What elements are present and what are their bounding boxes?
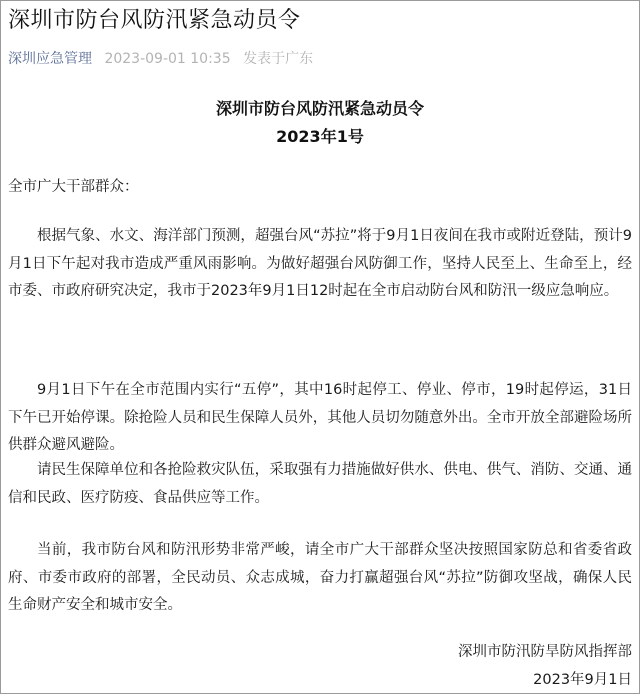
issuing-authority: 深圳市防汛防旱防风指挥部 (458, 644, 632, 660)
article-meta (8, 49, 313, 69)
publish-datetime: 2023-09-01 10:35 (104, 51, 231, 67)
paragraph-1: 根据气象、水文、海洋部门预测，超强台风“苏拉”将于9月1日夜间在我市或附近登陆，预计9月1日下午起对我市造成严重风雨影响。为做好超强台风防御工作，坚持人民至上、生命至上，经市委、市政府研究决定，我市于2023年9月1日12时起在全市启动防台风和防汛一级应急响应。 (8, 228, 632, 299)
issue-date: 2023年9月1日 (533, 672, 632, 688)
publish-location: 发表于广东 (243, 51, 314, 67)
paragraph-2: 9月1日下午在全市范围内实行“五停”，其中16时起停工、停业、停市，19时起停运，31日下午已开始停课。除抢险人员和民生保障人员外，其他人员切勿随意外出。全市开放全部避险场所供群众避风避险。 (8, 382, 632, 453)
account-name-link[interactable]: 深圳应急管理 (8, 51, 92, 67)
document-number: 2023年1号 (276, 127, 364, 146)
paragraph-3: 请民生保障单位和各抢险救灾队伍，采取强有力措施做好供水、供电、供气、消防、交通、通信和民政、医疗防疫、食品供应等工作。 (8, 462, 632, 506)
article-title: 深圳市防台风防汛紧急动员令 (8, 8, 301, 33)
paragraph-4: 当前，我市防台风和防汛形势非常严峻，请全市广大干部群众坚决按照国家防总和省委省政府、市委市政府的部署，全民动员、众志成城，奋力打赢超强台风“苏拉”防御攻坚战，确保人民生命财产安全和城市安全。 (8, 542, 632, 613)
salutation: 全市广大干部群众： (8, 179, 139, 195)
document-heading: 深圳市防台风防汛紧急动员令 (215, 99, 424, 118)
